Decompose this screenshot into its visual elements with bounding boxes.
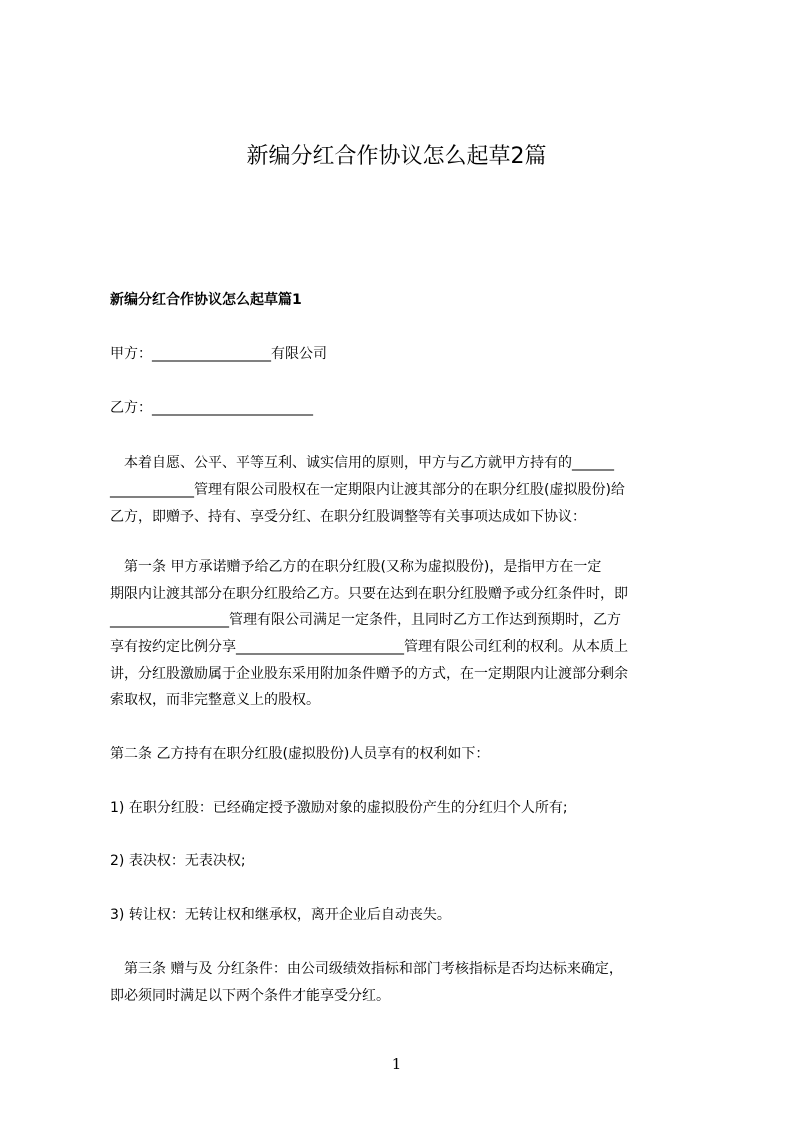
party-b-line: 乙方：_______________________ [110,400,313,416]
rights-item-1: 1) 在职分红股：已经确定授予激励对象的虚拟股份产生的分红归个人所有; [110,800,568,816]
article1-line-1: 第一条 甲方承诺赠予给乙方的在职分红股(又称为虚拟股份)，是指甲方在一定 [110,559,602,575]
article1-line-3: _________________管理有限公司满足一定条件，且同时乙方工作达到预期时，乙方 [110,612,621,628]
rights-item-2: 2) 表决权：无表决权; [110,853,246,869]
article3-line-2: 即必须同时满足以下两个条件才能享受分红。 [110,988,390,1004]
article1-line-6: 索取权，而非完整意义上的股权。 [110,692,320,708]
document-title: 新编分红合作协议怎么起草2篇 [246,144,547,169]
party-a-line: 甲方：_________________有限公司 [110,346,327,362]
article3-line-1: 第三条 赠与及 分红条件：由公司级绩效指标和部门考核指标是否均达标来确定， [110,961,623,977]
article1-line-2: 期限内让渡其部分在职分红股给乙方。只要在达到在职分红股赠予或分红条件时，即 [110,586,628,602]
rights-item-3: 3) 转让权：无转让权和继承权，离开企业后自动丧失。 [110,907,451,923]
page-number: 1 [391,1055,402,1073]
article1-line-4: 享有按约定比例分享________________________管理有限公司红利的权利。从本质上 [110,639,628,655]
article1-line-5: 讲，分红股激励属于企业股东采用附加条件赠予的方式，在一定期限内让渡部分剩余 [110,666,628,682]
intro-line-2: ____________管理有限公司股权在一定期限内让渡其部分的在职分红股(虚拟股份)给 [110,482,625,498]
intro-line-1: 本着自愿、公平、平等互利、诚实信用的原则，甲方与乙方就甲方持有的______ [110,455,614,471]
intro-line-3: 乙方，即赠予、持有、享受分红、在职分红股调整等有关事项达成如下协议： [110,509,586,525]
section-heading: 新编分红合作协议怎么起草篇1 [110,292,302,308]
article2-line: 第二条 乙方持有在职分红股(虚拟股份)人员享有的权利如下： [110,746,490,762]
